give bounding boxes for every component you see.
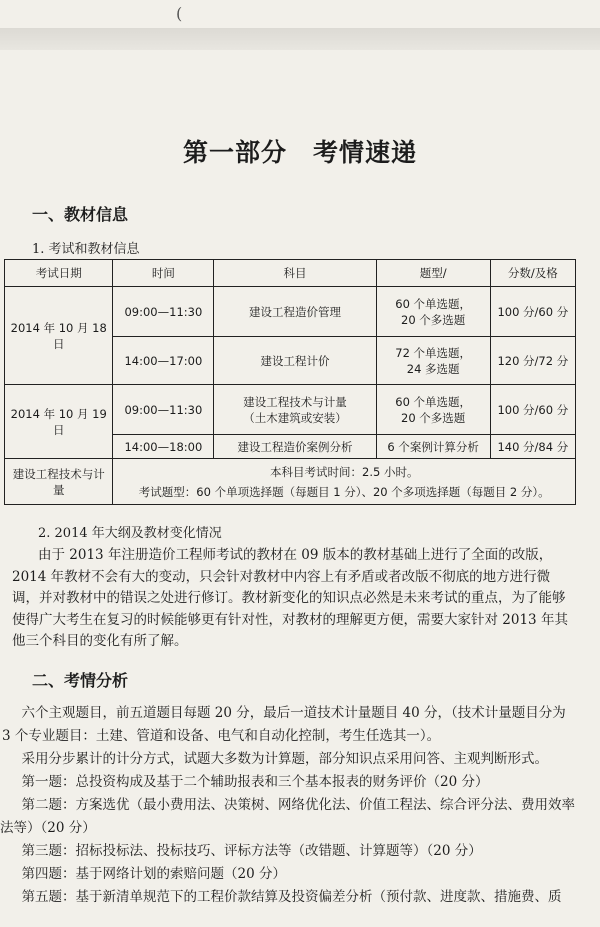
table-row — [5, 287, 576, 337]
header-subject: 科目 — [214, 260, 376, 287]
analysis-line: 3 个专业题目：土建、管道和设备、电气和自动化控制，考生任选其一）。 — [2, 728, 441, 744]
score-cell: 100 分/60 分 — [490, 385, 575, 435]
question-type-line: 20 个多选题 — [401, 312, 466, 327]
running-header-bar — [0, 28, 600, 50]
subject-cell: 建设工程造价案例分析 — [214, 435, 376, 459]
question-type-cell: 6 个案例计算分析 — [376, 435, 490, 459]
question-type-cell — [376, 385, 490, 435]
time-cell: 14:00—18:00 — [113, 435, 214, 459]
question-type-line: 60 个单选题， — [395, 296, 472, 311]
paragraph-line: 由于 2013 年注册造价工程师考试的教材在 09 版本的教材基础上进行了全面的改版， — [38, 547, 553, 563]
analysis-line: 六个主观题目，前五道题目每题 20 分，最后一道技术计量题目 40 分，（技术计量题目分为 — [8, 705, 566, 721]
subheading-exam-info: 1. 考试和教材信息 — [32, 242, 140, 257]
subheading-syllabus-changes: 2. 2014 年大纲及教材变化情况 — [38, 526, 222, 541]
subject-cell — [214, 385, 376, 435]
question-type-cell — [376, 287, 490, 337]
question-type-cell — [376, 337, 490, 385]
analysis-line: 法等）（20 分） — [0, 820, 96, 836]
analysis-line: 第五题：基于新清单规范下的工程价款结算及投资偏差分析（预付款、进度款、措施费、质 — [8, 889, 562, 905]
subject-line: 建设工程技术与计量 — [243, 394, 347, 409]
paragraph-line: 2014 年教材不会有大的变动，只会针对教材中内容上有矛盾或者改版不彻底的地方进行微 — [12, 568, 551, 585]
section-heading-textbook: 一、教材信息 — [32, 205, 129, 224]
paragraph-line: 他三个科目的变化有所了解。 — [12, 633, 188, 649]
question-type-line: 20 个多选题 — [401, 410, 466, 425]
analysis-line: 第二题：方案选优（最小费用法、决策树、网络优化法、价值工程法、综合评分法、费用效率 — [8, 797, 575, 813]
part-title: 第一部分 考情速递 — [182, 138, 417, 167]
time-cell: 14:00—17:00 — [113, 337, 214, 385]
analysis-line: 第四题：基于网络计划的索赔问题（20 分） — [8, 866, 286, 882]
exam-analysis-lines — [0, 702, 590, 909]
subject-cell: 建设工程计价 — [214, 337, 376, 385]
subject-cell: 建设工程造价管理 — [214, 287, 376, 337]
question-type-line: 24 多选题 — [406, 361, 460, 376]
table-row — [5, 385, 576, 435]
question-type-line: 60 个单选题， — [395, 394, 472, 409]
exam-date-cell: 2014 年 10 月 19 日 — [5, 385, 113, 459]
header-time: 时间 — [113, 260, 214, 287]
score-cell: 140 分/84 分 — [490, 435, 575, 459]
syllabus-paragraph — [12, 545, 580, 653]
score-cell: 100 分/60 分 — [490, 287, 575, 337]
analysis-line: 第三题：招标投标法、投标技巧、评标方法等（改错题、计算题等）（20 分） — [8, 843, 482, 859]
paragraph-line: 调，并对教材中的错误之处进行修订。教材新变化的知识点必然是未来考试的重点，为了能够 — [12, 590, 566, 606]
header-score-pass: 分数/及格 — [490, 260, 575, 287]
score-cell: 120 分/72 分 — [490, 337, 575, 385]
scan-mark: ( — [176, 4, 183, 23]
note-line: 考试题型：60 个单项选择题（每题目 1 分）、20 个多项选择题（每题目 2 分）。 — [138, 484, 550, 499]
table-note-row — [5, 459, 576, 505]
question-type-line: 72 个单选题， — [395, 345, 472, 360]
subject-line: （土木建筑或安装） — [243, 410, 347, 425]
note-label-cell: 建设工程技术与计量 — [5, 459, 113, 505]
header-exam-date: 考试日期 — [5, 260, 113, 287]
time-cell: 09:00—11:30 — [113, 385, 214, 435]
header-question-type: 题型/ — [376, 260, 490, 287]
analysis-line: 采用分步累计的计分方式，试题大多数为计算题，部分知识点采用问答、主观判断形式。 — [8, 751, 548, 767]
analysis-line: 第一题：总投资构成及基于二个辅助报表和三个基本报表的财务评价（20 分） — [8, 774, 489, 790]
note-content-cell — [113, 459, 576, 505]
note-line: 本科目考试时间：2.5 小时。 — [270, 464, 419, 479]
paragraph-line: 使得广大考生在复习的时候能够更有针对性，对教材的理解更方便，需要大家针对 2013 年其 — [12, 611, 568, 628]
time-cell: 09:00—11:30 — [113, 287, 214, 337]
exam-info-table — [4, 259, 576, 505]
exam-date-cell: 2014 年 10 月 18 日 — [5, 287, 113, 385]
section-heading-exam-analysis: 二、考情分析 — [32, 671, 129, 690]
table-header-row — [5, 260, 576, 287]
